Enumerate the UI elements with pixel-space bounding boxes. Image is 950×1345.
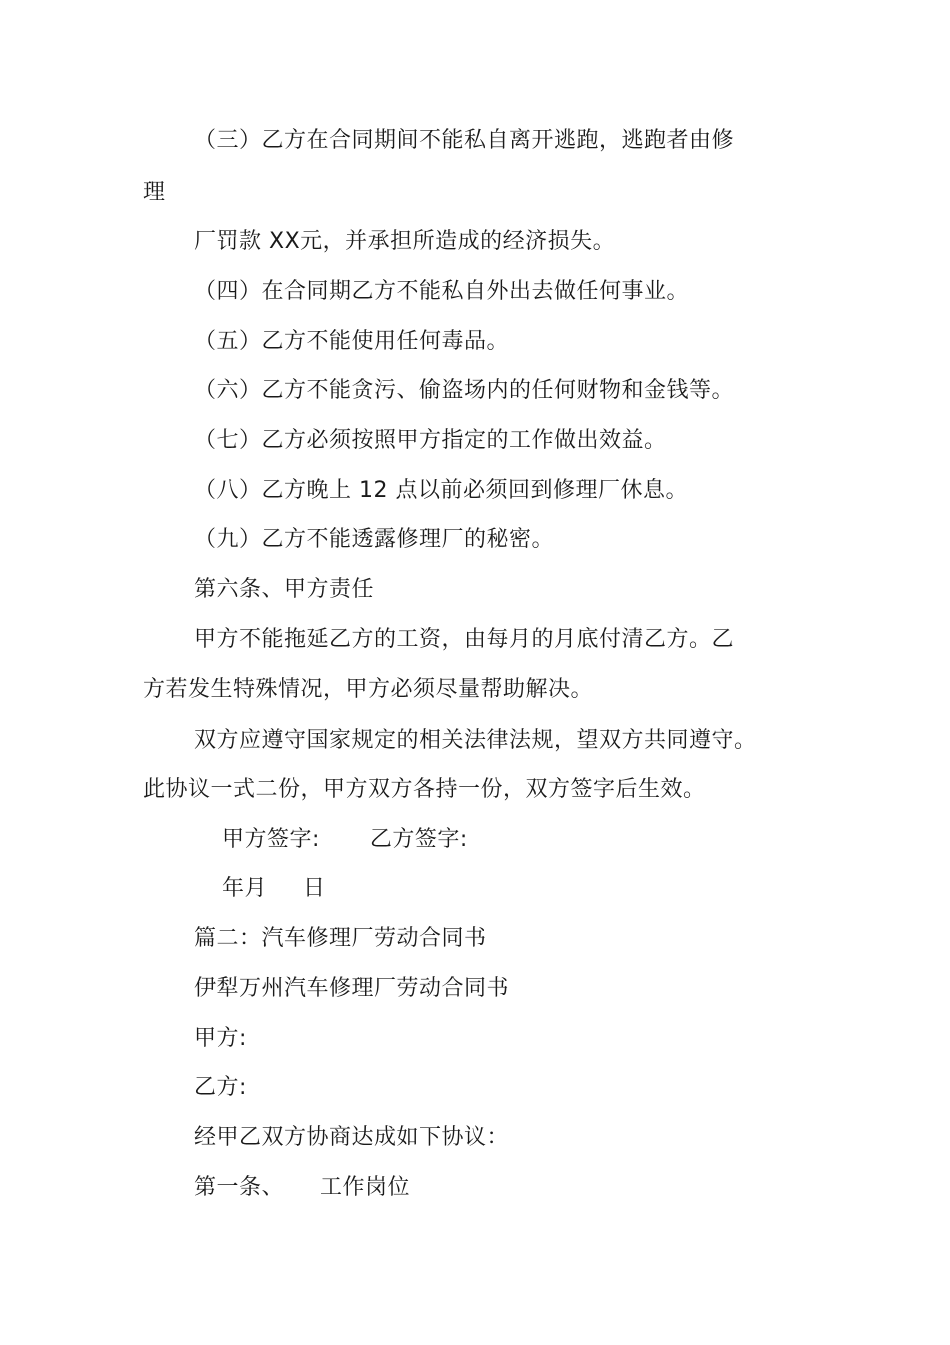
article-1-number: 第一条、 bbox=[194, 1175, 285, 1200]
article-6-paragraph-line-1: 甲方不能拖延乙方的工资，由每月的月底付清乙方。乙 bbox=[194, 627, 735, 652]
article-1-title: 工作岗位 bbox=[320, 1175, 411, 1200]
signature-line bbox=[222, 825, 468, 855]
date-line bbox=[222, 874, 326, 904]
section-2-agreement-intro: 经甲乙双方协商达成如下协议： bbox=[194, 1125, 510, 1150]
article-6-heading: 第六条、甲方责任 bbox=[194, 577, 375, 602]
section-2-title: 伊犁万州汽车修理厂劳动合同书 bbox=[194, 976, 510, 1001]
date-year-month: 年月 bbox=[222, 876, 268, 901]
clause-9: （九）乙方不能透露修理厂的秘密。 bbox=[194, 527, 555, 552]
party-a-signature-label: 甲方签字: bbox=[222, 827, 320, 852]
section-2-party-b: 乙方: bbox=[194, 1075, 247, 1100]
clause-8: （八）乙方晚上 12 点以前必须回到修理厂休息。 bbox=[194, 478, 688, 503]
clause-6: （六）乙方不能贪污、偷盗场内的任何财物和金钱等。 bbox=[194, 378, 735, 403]
section-2-party-a: 甲方: bbox=[194, 1026, 247, 1051]
date-day: 日 bbox=[303, 876, 326, 901]
party-b-signature-label: 乙方签字: bbox=[369, 827, 468, 852]
clause-3-line-2: 理 bbox=[143, 180, 166, 205]
clause-3-line-3: 厂罚款 XX元，并承担所造成的经济损失。 bbox=[194, 229, 616, 254]
closing-paragraph-line-2: 此协议一式二份，甲方双方各持一份，双方签字后生效。 bbox=[143, 777, 706, 802]
closing-paragraph-line-1: 双方应遵守国家规定的相关法律法规，望双方共同遵守。 bbox=[194, 728, 757, 753]
article-1-heading bbox=[194, 1173, 410, 1203]
clause-7: （七）乙方必须按照甲方指定的工作做出效益。 bbox=[194, 428, 667, 453]
section-2-heading: 篇二：汽车修理厂劳动合同书 bbox=[194, 926, 487, 951]
clause-3-line-1: （三）乙方在合同期间不能私自离开逃跑，逃跑者由修 bbox=[194, 128, 735, 153]
article-6-paragraph-line-2: 方若发生特殊情况，甲方必须尽量帮助解决。 bbox=[143, 677, 594, 702]
clause-5: （五）乙方不能使用任何毒品。 bbox=[194, 329, 510, 354]
clause-4: （四）在合同期乙方不能私自外出去做任何事业。 bbox=[194, 279, 690, 304]
